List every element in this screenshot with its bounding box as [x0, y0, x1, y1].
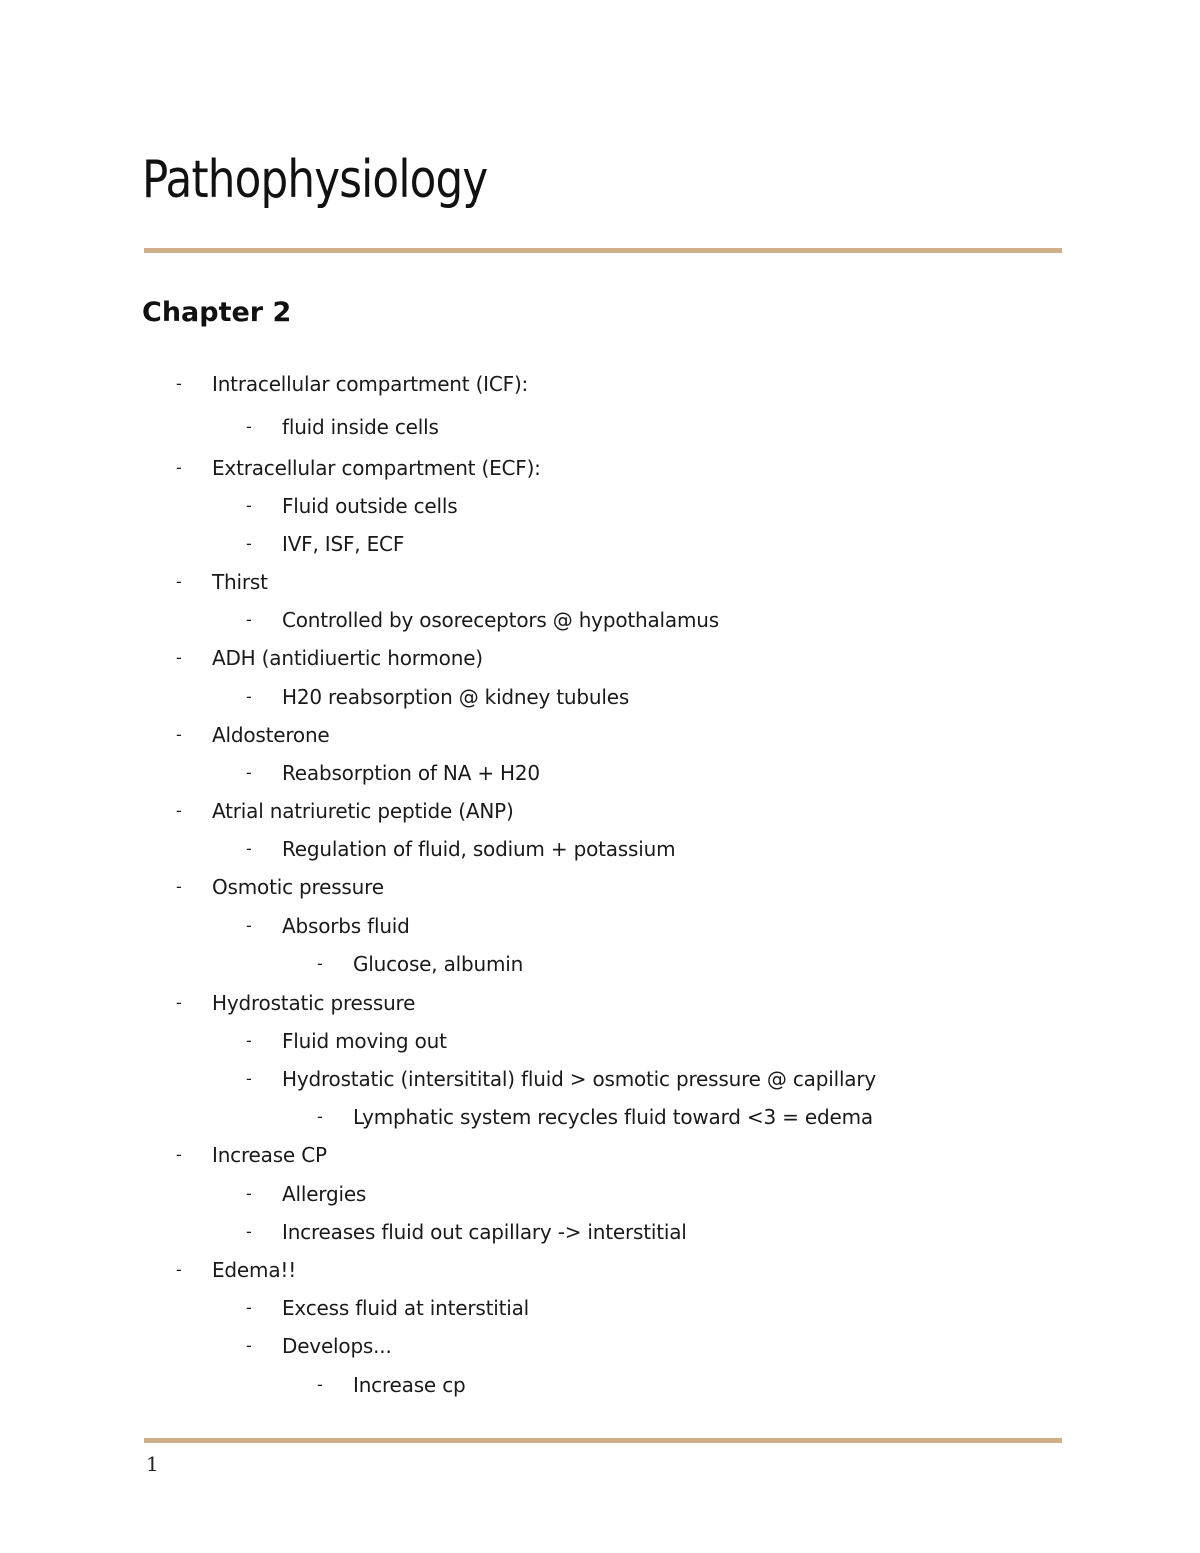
note-text: Increase CP [212, 1143, 327, 1167]
bullet-dash: - [246, 687, 252, 706]
document-title: Pathophysiology [142, 150, 488, 210]
note-text: Excess fluid at interstitial [282, 1296, 529, 1320]
note-text: Fluid moving out [282, 1029, 447, 1053]
footer-divider [144, 1438, 1062, 1443]
bullet-dash: - [246, 1336, 252, 1355]
note-text: Lymphatic system recycles fluid toward <3 = edema [353, 1105, 873, 1129]
note-text: Increases fluid out capillary -> interstitial [282, 1220, 687, 1244]
bullet-dash: - [246, 1031, 252, 1050]
note-text: Controlled by osoreceptors @ hypothalamus [282, 608, 719, 632]
bullet-dash: - [246, 916, 252, 935]
bullet-dash: - [176, 877, 182, 896]
bullet-dash: - [176, 458, 182, 477]
bullet-dash: - [176, 374, 182, 393]
bullet-dash: - [246, 1069, 252, 1088]
bullet-dash: - [176, 725, 182, 744]
note-text: Extracellular compartment (ECF): [212, 456, 541, 480]
note-text: Absorbs fluid [282, 914, 410, 938]
bullet-dash: - [317, 1107, 323, 1126]
bullet-dash: - [246, 534, 252, 553]
note-text: Hydrostatic pressure [212, 991, 416, 1015]
note-text: Hydrostatic (intersitital) fluid > osmotic pressure @ capillary [282, 1067, 877, 1091]
bullet-dash: - [176, 572, 182, 591]
bullet-dash: - [246, 763, 252, 782]
bullet-dash: - [317, 954, 323, 973]
note-text: Aldosterone [212, 723, 330, 747]
bullet-dash: - [246, 1298, 252, 1317]
note-text: fluid inside cells [282, 415, 439, 439]
title-divider [144, 248, 1062, 253]
bullet-dash: - [317, 1375, 323, 1394]
bullet-dash: - [246, 1184, 252, 1203]
bullet-dash: - [246, 417, 252, 436]
bullet-dash: - [246, 1222, 252, 1241]
note-text: Regulation of fluid, sodium + potassium [282, 837, 676, 861]
note-text: Develops... [282, 1334, 392, 1358]
note-text: Reabsorption of NA + H20 [282, 761, 540, 785]
note-text: ADH (antidiuertic hormone) [212, 646, 483, 670]
bullet-dash: - [176, 1145, 182, 1164]
note-text: Thirst [212, 570, 268, 594]
bullet-dash: - [176, 1260, 182, 1279]
bullet-dash: - [246, 839, 252, 858]
note-text: Intracellular compartment (ICF): [212, 372, 529, 396]
note-text: IVF, ISF, ECF [282, 532, 405, 556]
note-text: Glucose, albumin [353, 952, 524, 976]
note-text: H20 reabsorption @ kidney tubules [282, 685, 630, 709]
bullet-dash: - [246, 610, 252, 629]
bullet-dash: - [246, 496, 252, 515]
note-text: Osmotic pressure [212, 875, 384, 899]
bullet-dash: - [176, 801, 182, 820]
note-text: Atrial natriuretic peptide (ANP) [212, 799, 514, 823]
bullet-dash: - [176, 993, 182, 1012]
note-text: Increase cp [353, 1373, 466, 1397]
bullet-dash: - [176, 648, 182, 667]
note-text: Edema!! [212, 1258, 297, 1282]
chapter-heading: Chapter 2 [142, 297, 292, 328]
page-number: 1 [146, 1452, 159, 1476]
note-text: Fluid outside cells [282, 494, 458, 518]
note-text: Allergies [282, 1182, 367, 1206]
